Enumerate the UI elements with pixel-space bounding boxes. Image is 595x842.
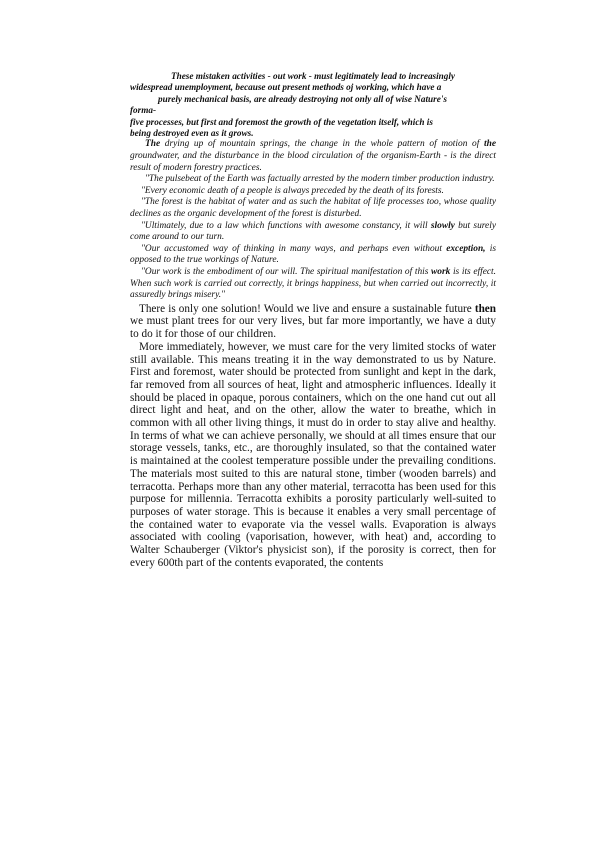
bold-intro-line: These mistaken activities - out work - must legitimately lead to increasingly [170, 71, 456, 81]
bold-word: exception, [446, 243, 486, 254]
bold-word: the [484, 139, 496, 150]
quote-pulsebeat: "The pulsebeat of the Earth was factually arrested by the modern timber production industry. [145, 174, 495, 185]
quote-accustomed: "Our accustomed way of thinking in many ways, and perhaps even without exception, is opposed to the true workings of Nature. [130, 243, 496, 266]
bold-word: The [145, 139, 161, 150]
quote-our-work: "Our work is the embodiment of our will. The spiritual manifestation of this work is its effect. When such work is carried out correctly, it brings happiness, but when carried out incorrectly, it assuredly brings misery." [130, 266, 496, 301]
quote-economic-death: "Every economic death of a people is always preceded by the death of its forests. [141, 185, 444, 196]
bold-word: then [474, 302, 496, 315]
quote-forest-habitat: "The forest is the habitat of water and as such the habitat of life processes too, whose quality declines as the organic development of the forest is disturbed. [130, 197, 496, 219]
quote-springs: The drying up of mountain springs, the change in the whole pattern of motion of the groundwater, and the disturbance in the blood circulation of the organism-Earth - is the direct result of modern forestry practices. [130, 139, 496, 173]
bold-word: work [431, 266, 451, 277]
bold-intro-line: being destroyed even as it grows. [130, 128, 254, 139]
bold-intro-line: five processes, but first and foremost the growth of the vegetation itself, which is [130, 116, 433, 127]
bold-intro-line: forma- [130, 105, 157, 116]
bold-word: slowly [430, 220, 455, 231]
bold-intro-line: purely mechanical basis, are already destroying not only all of wise Nature's [158, 93, 447, 104]
bold-intro-line: widespread unemployment, because out present methods oj working, which have a [130, 82, 442, 93]
body-paragraph-water: More immediately, however, we must care for the very limited stocks of water still available. This means treating it in the way demonstrated to us by Nature. First and foremost, water should be protected from sunlight and kept in the dark, far removed from all sources of heat, light and atmospheric influences. Ideally it should be placed in opaque, porous containers, which on the one hand cut out all direct light and heat, and on the other, allow the water to breathe, which in common with all other living things, it must do in order to stay alive and healthy. In terms of what we can achieve personally, we should at all times ensure that our storage vessels, tanks, etc., are thoroughly insulated, so that the contained water is maintained at the coolest temperature possible under the prevailing conditions. The materials most suited to this are natural stone, timber (wooden barrels) and terracotta. Perhaps more than any other material, terracotta has been used for this purpose for millennia. Terracotta exhibits a porosity particularly well-suited to purposes of water storage. This is because it enables a very small percentage of the contained water to evaporate via the vessel walls. Evaporation is always associated with cooling (vaporisation, however, with heat) and, according to Walter Schauberger (Viktor's physicist son), if the porosity is correct, then for every 600th part of the contents evaporated, the contents [130, 340, 496, 569]
quote-ultimately: "Ultimately, due to a law which functions with awesome constancy, it will slowly but surely come around to our turn. [130, 220, 496, 243]
document-page [130, 71, 496, 570]
body-paragraph-solution: There is only one solution! Would we live and ensure a sustainable future then we must plant trees for our very lives, but far more importantly, we have a duty to do it for those of our children. [130, 302, 496, 341]
